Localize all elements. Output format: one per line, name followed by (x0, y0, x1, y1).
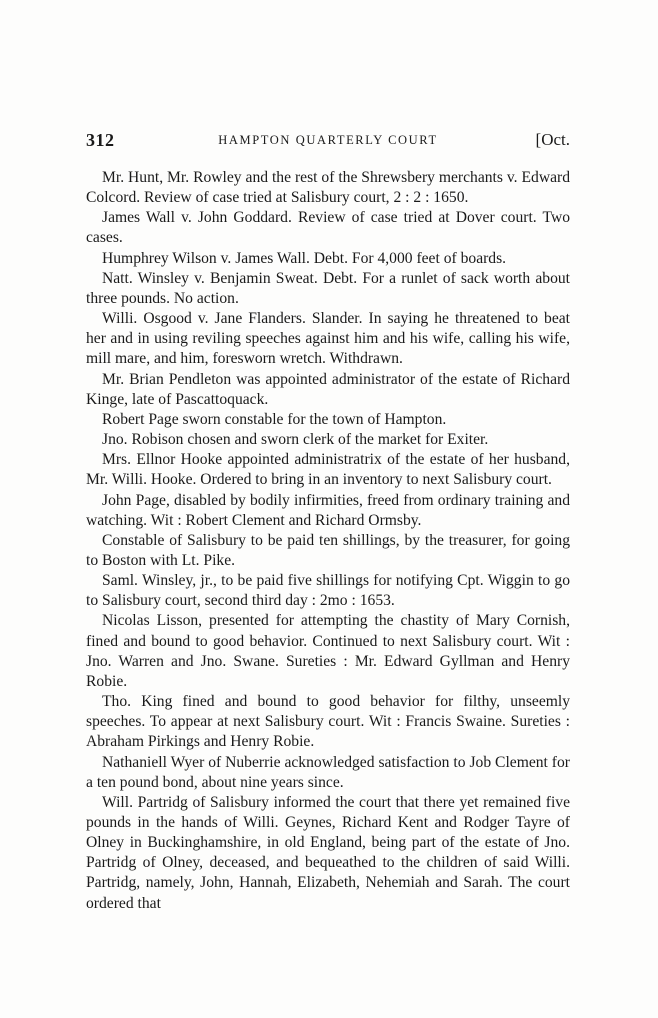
page-number: 312 (86, 130, 115, 150)
running-month: [Oct. (535, 130, 570, 149)
record-entry: Constable of Salisbury to be paid ten shillings, by the treasurer, for going to Boston with Lt. Pike. (86, 531, 570, 569)
court-record-text (86, 168, 570, 914)
record-entry: Mr. Hunt, Mr. Rowley and the rest of the Shrewsbery merchants v. Edward Colcord. Review of case tried at Salisbury court, 2 : 2 : 1650. (86, 169, 570, 207)
record-entry: John Page, disabled by bodily infirmities, freed from ordinary training and watching. Wit : Robert Clement and Richard Ormsby. (86, 491, 570, 529)
running-title: HAMPTON QUARTERLY COURT (218, 133, 438, 147)
record-entry: Nathaniell Wyer of Nuberrie acknowledged satisfaction to Job Clement for a ten pound bond, about nine years since. (86, 753, 570, 791)
record-entry: Humphrey Wilson v. James Wall. Debt. For 4,000 feet of boards. (102, 249, 507, 267)
record-entry: Tho. King fined and bound to good behavior for filthy, unseemly speeches. To appear at next Salisbury court. Wit : Francis Swaine. Sureties : Abraham Pirkings and Henry Robie. (86, 693, 570, 751)
record-entry: Jno. Robison chosen and sworn clerk of the market for Exiter. (102, 431, 489, 449)
record-entry: Mrs. Ellnor Hooke appointed administratrix of the estate of her husband, Mr. Willi. Hooke. Ordered to bring in an inventory to next Salisbury court. (86, 451, 570, 489)
record-entry: Saml. Winsley, jr., to be paid five shillings for notifying Cpt. Wiggin to go to Salisbury court, second third day : 2mo : 1653. (86, 572, 570, 610)
record-entry: James Wall v. John Goddard. Review of case tried at Dover court. Two cases. (86, 209, 570, 247)
record-entry: Will. Partridg of Salisbury informed the court that there yet remained five pounds in the hands of Willi. Geynes, Richard Kent and Rodger Tayre of Olney in Buckinghamshire, in old England, being part of the estate of Jno. Partridg of Olney, deceased, and bequeathed to the children of said Willi. Partridg, namely, John, Hannah, Elizabeth, Nehemiah and Sarah. The court ordered that (86, 793, 570, 912)
record-entry: Nicolas Lisson, presented for attempting the chastity of Mary Cornish, fined and bound to good behavior. Continued to next Salisbury court. Wit : Jno. Warren and Jno. Swane. Sureties : Mr. Edward Gyllman and Henry Robie. (86, 612, 570, 690)
running-head (86, 130, 570, 154)
record-entry: Mr. Brian Pendleton was appointed administrator of the estate of Richard Kinge, late of Pascattoquack. (86, 370, 570, 408)
record-entry: Robert Page sworn constable for the town of Hampton. (102, 410, 447, 428)
record-entry: Natt. Winsley v. Benjamin Sweat. Debt. For a runlet of sack worth about three pounds. No action. (86, 269, 570, 307)
record-entry: Willi. Osgood v. Jane Flanders. Slander. In saying he threatened to beat her and in using reviling speeches against him and his wife, calling his wife, mill mare, and him, foresworn wretch. Withdrawn. (86, 310, 570, 368)
